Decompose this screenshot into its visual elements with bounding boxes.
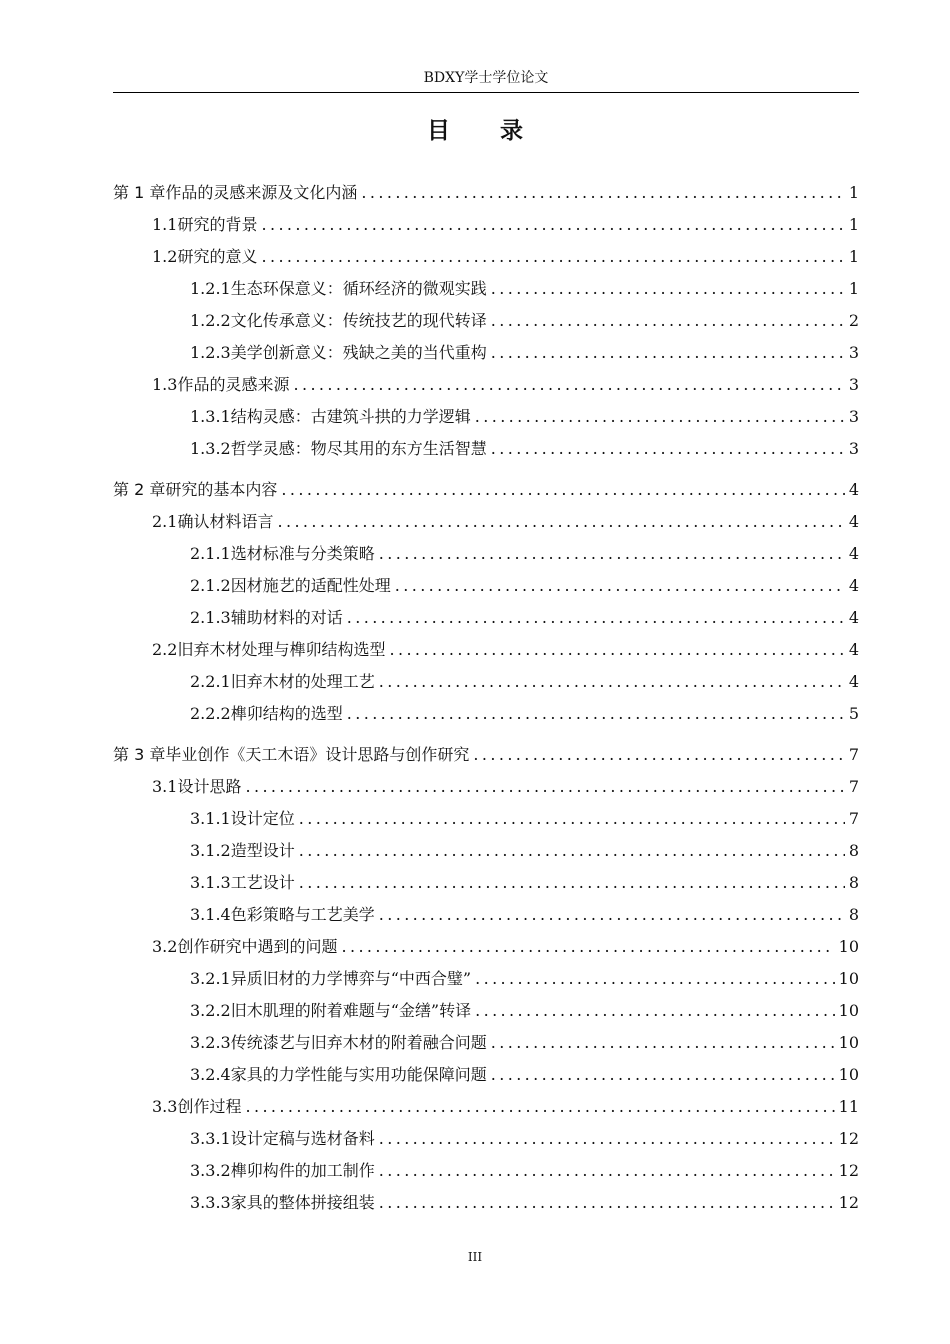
toc-entry[interactable] xyxy=(190,605,859,631)
toc-entry[interactable] xyxy=(190,870,859,896)
toc-dot-leader xyxy=(245,774,844,800)
toc-entry-number: 第 1 章 xyxy=(113,183,166,202)
toc-entry-page: 5 xyxy=(848,704,859,723)
toc-entry-label: 确认材料语言 xyxy=(177,512,274,531)
toc-dot-leader xyxy=(299,838,845,864)
toc-entry-number: 3.1 xyxy=(152,777,178,796)
toc-entry-number: 2.1 xyxy=(152,512,178,531)
toc-entry[interactable] xyxy=(190,998,859,1024)
toc-dot-leader xyxy=(299,870,845,896)
toc-entry-page: 10 xyxy=(838,969,859,988)
toc-entry-label: 旧弃木材处理与榫卯结构选型 xyxy=(177,640,386,659)
toc-entry-number: 3.1.4 xyxy=(190,905,231,924)
toc-entry-number: 第 2 章 xyxy=(113,480,166,499)
toc-dot-leader xyxy=(379,541,845,567)
toc-entry[interactable] xyxy=(190,436,859,462)
toc-dot-leader xyxy=(341,934,834,960)
toc-entry[interactable] xyxy=(190,308,859,334)
toc-entry-page: 1 xyxy=(848,215,859,234)
toc-entry-page: 12 xyxy=(838,1129,859,1148)
toc-entry-number: 2.1.1 xyxy=(190,544,231,563)
toc-entry-label: 美学创新意义：残缺之美的当代重构 xyxy=(230,343,487,362)
header-text: BDXY学士学位论文 xyxy=(423,70,549,86)
toc-entry-number: 3.3.3 xyxy=(190,1193,231,1212)
toc-entry-label: 哲学灵感：物尽其用的东方生活智慧 xyxy=(230,439,487,458)
toc-entry-number: 3.2 xyxy=(152,937,178,956)
toc-entry-page: 1 xyxy=(848,279,859,298)
toc-entry-page: 1 xyxy=(848,183,859,202)
toc-entry[interactable] xyxy=(190,902,859,928)
toc-entry[interactable] xyxy=(190,404,859,430)
toc-entry-number: 3.2.2 xyxy=(190,1001,231,1020)
toc-dot-leader xyxy=(261,244,844,270)
toc-entry[interactable] xyxy=(190,340,859,366)
toc-entry[interactable] xyxy=(190,1126,859,1152)
toc-entry[interactable] xyxy=(152,372,859,398)
toc-entry-page: 3 xyxy=(848,407,859,426)
toc-dot-leader xyxy=(379,902,845,928)
toc-entry-number: 2.2 xyxy=(152,640,178,659)
toc-entry-label: 毕业创作《天工木语》设计思路与创作研究 xyxy=(165,745,470,764)
toc-entry-label: 结构灵感：古建筑斗拱的力学逻辑 xyxy=(230,407,471,426)
toc-chapter-entry[interactable] xyxy=(113,180,859,206)
toc-entry-label: 设计定稿与选材备料 xyxy=(230,1129,375,1148)
toc-entry-page: 4 xyxy=(848,512,859,531)
toc-entry-label: 旧木肌理的附着难题与“金缮”转译 xyxy=(230,1001,472,1020)
toc-entry-label: 旧弃木材的处理工艺 xyxy=(230,672,375,691)
toc-entry-number: 3.3.2 xyxy=(190,1161,231,1180)
toc-dot-leader xyxy=(491,1062,835,1088)
toc-entry-page: 8 xyxy=(848,841,859,860)
toc-dot-leader xyxy=(293,372,844,398)
toc-entry[interactable] xyxy=(190,541,859,567)
toc-entry-page: 10 xyxy=(838,1001,859,1020)
toc-entry-number: 2.2.1 xyxy=(190,672,231,691)
toc-entry-number: 3.1.1 xyxy=(190,809,231,828)
toc-entry[interactable] xyxy=(152,212,859,238)
toc-entry-number: 3.2.4 xyxy=(190,1065,231,1084)
toc-entry-label: 作品的灵感来源 xyxy=(177,375,290,394)
toc-dot-leader xyxy=(281,477,844,503)
toc-entry-page: 7 xyxy=(848,745,859,764)
toc-entry[interactable] xyxy=(190,806,859,832)
toc-entry[interactable] xyxy=(190,573,859,599)
page-title: 目录 xyxy=(427,118,573,144)
toc-entry-label: 设计定位 xyxy=(230,809,295,828)
toc-entry-label: 榫卯结构的选型 xyxy=(230,704,343,723)
toc-entry-page: 12 xyxy=(838,1193,859,1212)
toc-entry-number: 第 3 章 xyxy=(113,745,166,764)
toc-entry[interactable] xyxy=(152,1094,859,1120)
toc-entry-page: 4 xyxy=(848,480,859,499)
toc-entry-page: 4 xyxy=(848,640,859,659)
page-number: III xyxy=(467,1250,483,1264)
toc-entry-number: 2.2.2 xyxy=(190,704,231,723)
toc-dot-leader xyxy=(473,742,844,768)
toc-entry-page: 3 xyxy=(848,439,859,458)
toc-entry-label: 传统漆艺与旧弃木材的附着融合问题 xyxy=(230,1033,487,1052)
toc-dot-leader xyxy=(491,1030,835,1056)
toc-entry[interactable] xyxy=(190,1062,859,1088)
toc-entry-label: 研究的意义 xyxy=(177,247,258,266)
toc-entry-number: 3.3.1 xyxy=(190,1129,231,1148)
toc-entry-label: 创作研究中遇到的问题 xyxy=(177,937,338,956)
toc-dot-leader xyxy=(389,637,844,663)
toc-entry-page: 2 xyxy=(848,311,859,330)
toc-entry-page: 4 xyxy=(848,576,859,595)
toc-dot-leader xyxy=(277,509,844,535)
toc-entry-page: 8 xyxy=(848,905,859,924)
toc-entry-number: 1.2.1 xyxy=(190,279,231,298)
toc-entry[interactable] xyxy=(190,669,859,695)
toc-dot-leader xyxy=(299,806,845,832)
toc-entry-label: 工艺设计 xyxy=(230,873,295,892)
toc-entry-page: 7 xyxy=(848,777,859,796)
toc-dot-leader xyxy=(245,1094,834,1120)
toc-dot-leader xyxy=(395,573,845,599)
toc-entry-page: 4 xyxy=(848,672,859,691)
toc-entry-label: 文化传承意义：传统技艺的现代转译 xyxy=(230,311,487,330)
toc-entry-number: 3.1.3 xyxy=(190,873,231,892)
toc-entry-number: 3.3 xyxy=(152,1097,178,1116)
toc-entry-label: 研究的基本内容 xyxy=(165,480,278,499)
toc-entry-page: 1 xyxy=(848,247,859,266)
toc-entry[interactable] xyxy=(190,838,859,864)
toc-entry-page: 8 xyxy=(848,873,859,892)
toc-dot-leader xyxy=(475,998,835,1024)
toc-entry-number: 3.1.2 xyxy=(190,841,231,860)
toc-dot-leader xyxy=(475,966,835,992)
toc-entry-label: 设计思路 xyxy=(177,777,242,796)
page-footer xyxy=(0,1248,950,1266)
toc-dot-leader xyxy=(261,212,844,238)
toc-entry-label: 榫卯构件的加工制作 xyxy=(230,1161,375,1180)
toc-entry-number: 1.2 xyxy=(152,247,178,266)
toc-entry-number: 1.2.3 xyxy=(190,343,231,362)
toc-entry-page: 10 xyxy=(838,1033,859,1052)
toc-dot-leader xyxy=(491,308,845,334)
toc-entry-page: 7 xyxy=(848,809,859,828)
toc-dot-leader xyxy=(347,605,845,631)
toc-entry[interactable] xyxy=(190,276,859,302)
toc-entry[interactable] xyxy=(152,774,859,800)
toc-entry-page: 3 xyxy=(848,343,859,362)
toc-entry[interactable] xyxy=(190,701,859,727)
toc-entry-page: 3 xyxy=(848,375,859,394)
toc-chapter-entry[interactable] xyxy=(113,742,859,768)
toc-entry-label: 选材标准与分类策略 xyxy=(230,544,375,563)
toc-dot-leader xyxy=(379,669,845,695)
toc-entry-number: 2.1.3 xyxy=(190,608,231,627)
toc-entry-page: 4 xyxy=(848,608,859,627)
toc-entry-label: 异质旧材的力学博弈与“中西合璧” xyxy=(230,969,472,988)
toc-entry-label: 因材施艺的适配性处理 xyxy=(230,576,391,595)
toc-dot-leader xyxy=(475,404,845,430)
toc-dot-leader xyxy=(491,340,845,366)
toc-entry-page: 11 xyxy=(838,1097,859,1116)
toc-entry-number: 1.3 xyxy=(152,375,178,394)
toc-entry[interactable] xyxy=(152,637,859,663)
toc-entry-page: 4 xyxy=(848,544,859,563)
toc-chapter-entry[interactable] xyxy=(113,477,859,503)
toc-entry-number: 3.2.3 xyxy=(190,1033,231,1052)
toc-entry-page: 12 xyxy=(838,1161,859,1180)
toc-entry-label: 作品的灵感来源及文化内涵 xyxy=(165,183,358,202)
page-header xyxy=(113,66,859,93)
toc-entry[interactable] xyxy=(190,966,859,992)
toc-dot-leader xyxy=(347,701,845,727)
toc-dot-leader xyxy=(379,1158,835,1184)
toc-entry-label: 辅助材料的对话 xyxy=(230,608,343,627)
toc-entry-label: 研究的背景 xyxy=(177,215,258,234)
toc-entry-number: 1.3.1 xyxy=(190,407,231,426)
toc-entry-label: 家具的力学性能与实用功能保障问题 xyxy=(230,1065,487,1084)
toc-entry-number: 3.2.1 xyxy=(190,969,231,988)
toc-dot-leader xyxy=(491,436,845,462)
toc-entry[interactable] xyxy=(152,244,859,270)
toc-entry-number: 1.2.2 xyxy=(190,311,231,330)
toc-entry-label: 造型设计 xyxy=(230,841,295,860)
toc-entry[interactable] xyxy=(152,934,859,960)
toc-entry-number: 2.1.2 xyxy=(190,576,231,595)
toc-entry-label: 创作过程 xyxy=(177,1097,242,1116)
toc-dot-leader xyxy=(361,180,844,206)
toc-dot-leader xyxy=(491,276,845,302)
toc-entry-label: 生态环保意义：循环经济的微观实践 xyxy=(230,279,487,298)
toc-entry[interactable] xyxy=(190,1030,859,1056)
toc-entry[interactable] xyxy=(190,1158,859,1184)
toc-entry-page: 10 xyxy=(838,1065,859,1084)
toc-entry-page: 10 xyxy=(838,937,859,956)
toc-entry-number: 1.3.2 xyxy=(190,439,231,458)
toc-dot-leader xyxy=(379,1126,835,1152)
toc-dot-leader xyxy=(379,1190,835,1216)
toc-entry-number: 1.1 xyxy=(152,215,178,234)
toc-entry[interactable] xyxy=(152,509,859,535)
toc-entry[interactable] xyxy=(190,1190,859,1216)
toc-entry-label: 家具的整体拼接组装 xyxy=(230,1193,375,1212)
toc-entry-label: 色彩策略与工艺美学 xyxy=(230,905,375,924)
